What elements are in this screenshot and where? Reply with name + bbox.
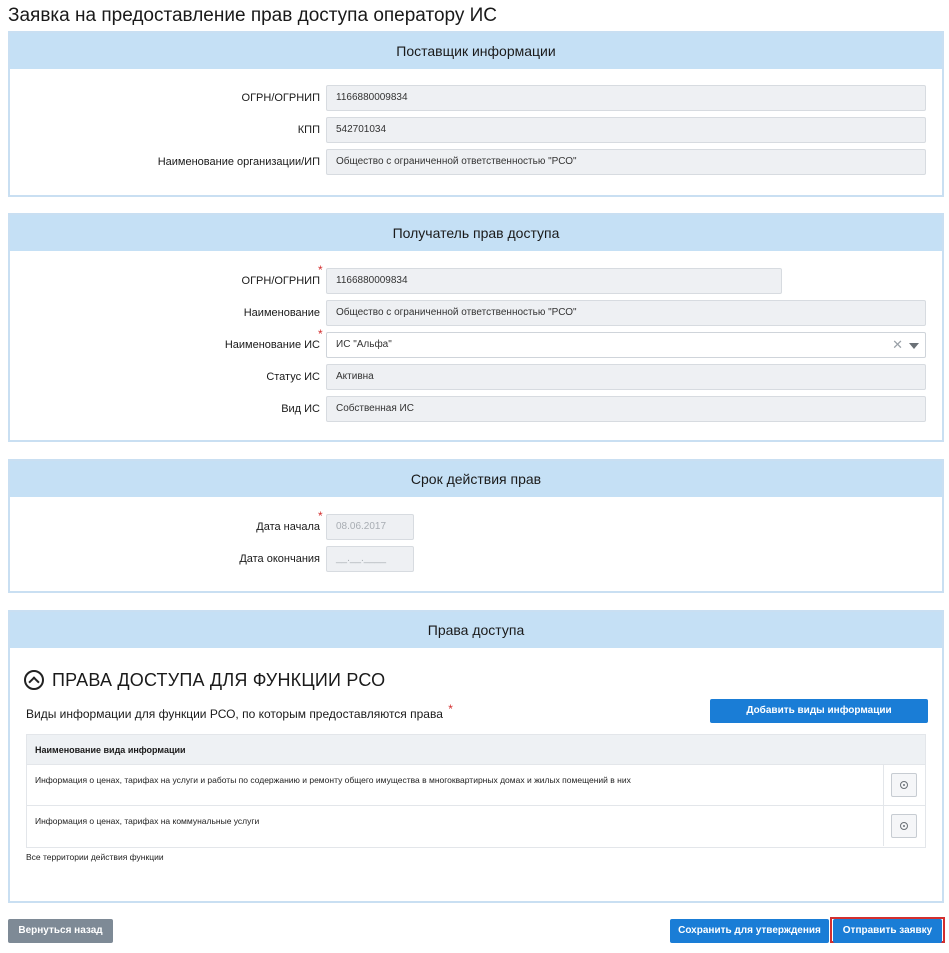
recipient-ogrn-field: 1166880009834 [326,268,782,294]
supplier-name-label: Наименование организации/ИП [157,156,320,168]
table-action-cell [883,806,925,846]
recipient-status-field: Активна [326,364,926,390]
section-title: ПРАВА ДОСТУПА ДЛЯ ФУНКЦИИ РСО [52,670,386,690]
supplier-name-row [10,149,942,175]
recipient-status-label: Статус ИС [266,371,320,383]
validity-end-row [10,546,942,572]
recipient-is-select-value: ИС "Альфа" [336,339,392,350]
recipient-panel-header: Получатель прав доступа [10,215,942,251]
table-action-cell [883,765,925,805]
access-panel [8,610,944,903]
supplier-kpp-label: КПП [297,124,320,136]
info-types-label [26,702,453,722]
required-mark: * [318,509,323,523]
validity-start-input[interactable]: 08.06.2017 [326,514,414,540]
validity-start-label: Дата начала [256,521,320,533]
table-header: Наименование вида информации [27,735,925,765]
recipient-is-label: Наименование ИС [224,339,320,351]
page-title: Заявка на предоставление прав доступа оператору ИС [8,5,498,26]
chevron-down-icon[interactable] [909,343,919,349]
recipient-is-row [10,327,942,358]
supplier-kpp-row [10,117,942,143]
supplier-name-field: Общество с ограниченной ответственностью "РСО" [326,149,926,175]
supplier-ogrn-row [10,85,942,111]
info-types-label-text: Виды информации для функции РСО, по которым предоставляются права [26,707,443,721]
supplier-panel-header: Поставщик информации [10,33,942,69]
supplier-panel [8,31,944,197]
access-panel-header: Права доступа [10,612,942,648]
table-row [27,765,925,806]
save-for-approval-button[interactable]: Сохранить для утверждения [670,919,829,943]
recipient-type-row [10,396,942,422]
clear-icon[interactable]: ✕ [892,337,903,352]
recipient-is-select[interactable] [326,332,926,358]
required-mark: * [318,327,323,341]
recipient-type-label: Вид ИС [281,403,320,415]
recipient-name-row [10,300,942,326]
validity-panel [8,459,944,593]
recipient-ogrn-label: ОГРН/ОГРНИП [241,275,320,287]
table-row [27,806,925,847]
collapse-up-icon[interactable] [24,670,44,690]
required-mark: * [448,702,453,716]
territory-note: Все территории действия функции [26,852,164,862]
supplier-kpp-field: 542701034 [326,117,926,143]
table-cell: Информация о ценах, тарифах на коммунальные услуги [35,816,260,826]
recipient-name-field: Общество с ограниченной ответственностью "РСО" [326,300,926,326]
recipient-ogrn-row [10,263,942,294]
info-types-table [26,734,926,848]
validity-panel-header: Срок действия прав [10,461,942,497]
back-button[interactable]: Вернуться назад [8,919,113,943]
recipient-type-field: Собственная ИС [326,396,926,422]
validity-start-row [10,509,942,540]
remove-icon[interactable] [891,814,917,838]
send-request-button[interactable]: Отправить заявку [833,919,942,943]
recipient-name-label: Наименование [243,307,320,319]
add-info-types-button[interactable]: Добавить виды информации [710,699,928,723]
validity-end-input[interactable]: __.__.____ [326,546,414,572]
remove-icon[interactable] [891,773,917,797]
supplier-ogrn-label: ОГРН/ОГРНИП [241,92,320,104]
supplier-ogrn-field: 1166880009834 [326,85,926,111]
required-mark: * [318,263,323,277]
recipient-status-row [10,364,942,390]
recipient-panel [8,213,944,442]
validity-end-label: Дата окончания [239,553,320,565]
table-cell: Информация о ценах, тарифах на услуги и работы по содержанию и ремонту общего имущества в многоквартирных домах и жилых помещений в них [35,775,631,785]
